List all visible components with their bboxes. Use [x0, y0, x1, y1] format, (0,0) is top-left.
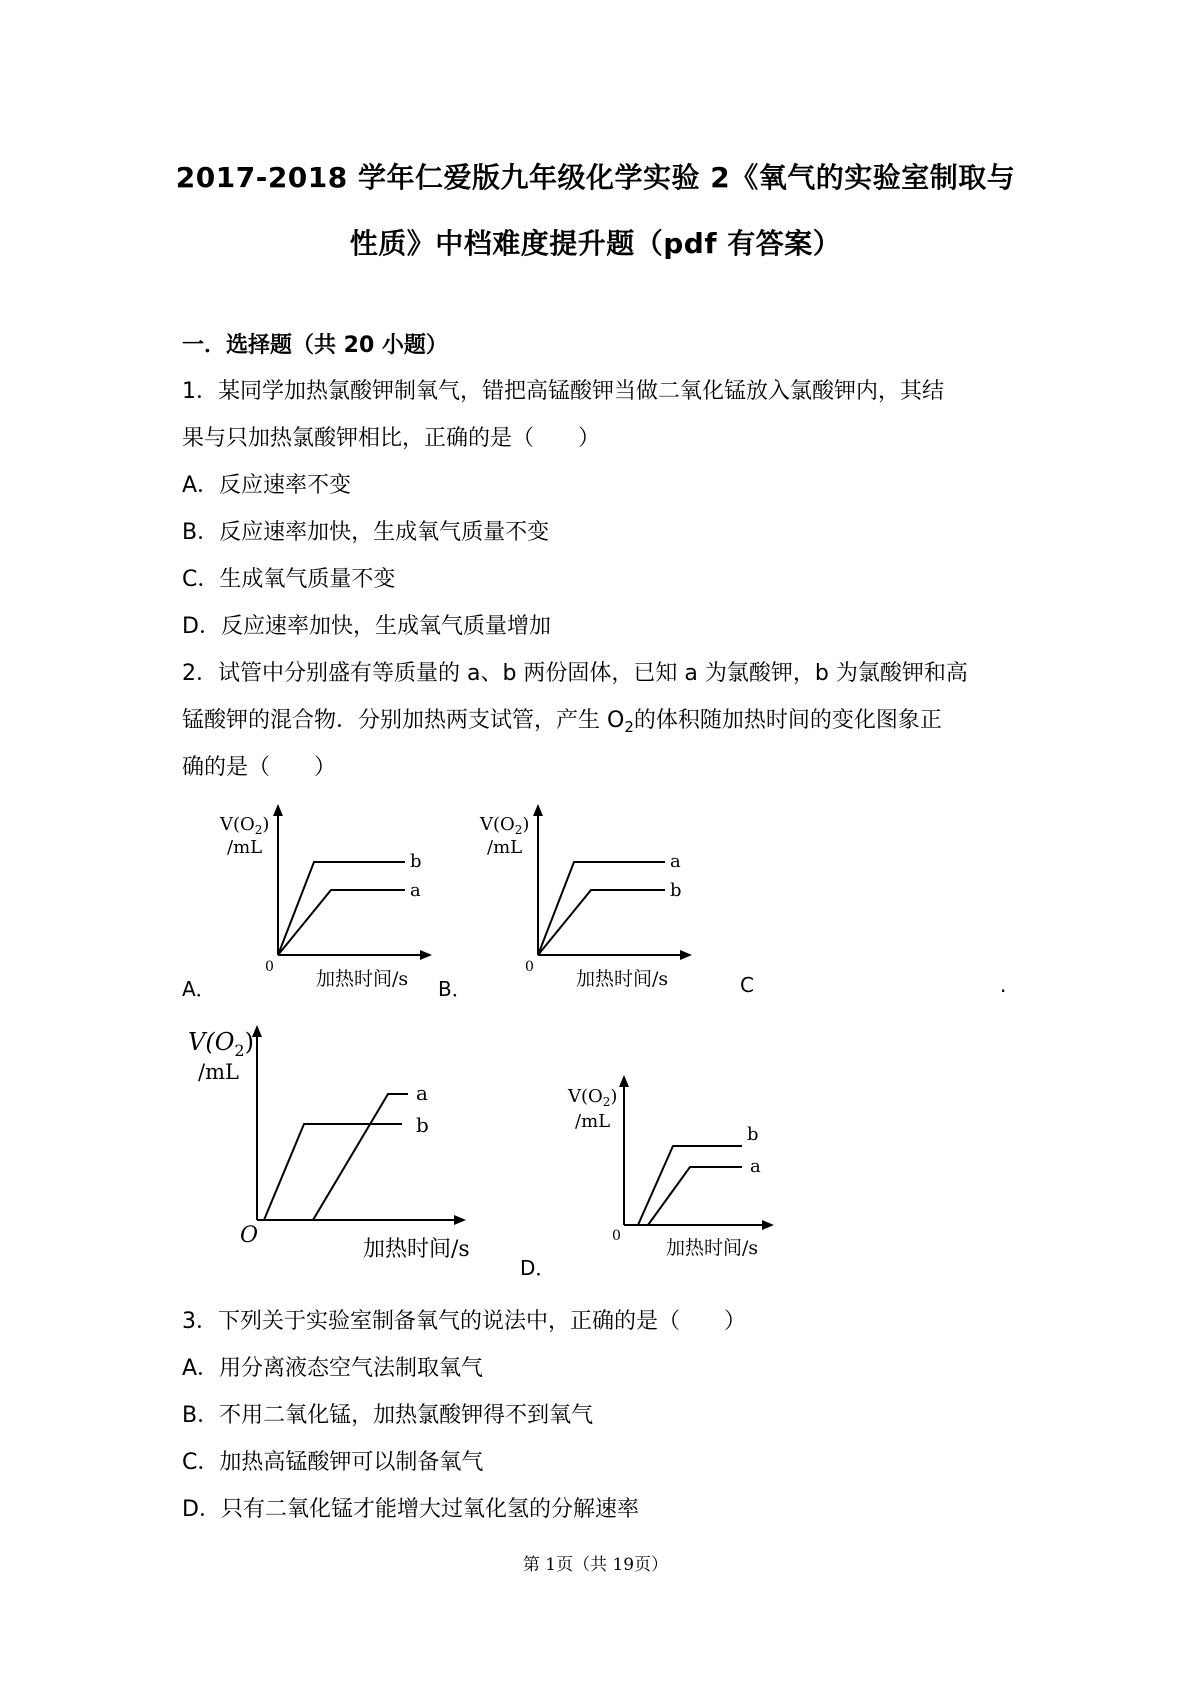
- graph-c-ylabel-sub: 2: [234, 1041, 245, 1060]
- graph-a-ylabel-sub: 2: [254, 823, 263, 837]
- q3-option-d: D．只有二氧化锰才能增大过氧化氢的分解速率: [182, 1497, 639, 1522]
- graph-b-label-top: a: [670, 851, 681, 872]
- svg-text:V(O2): [219, 814, 269, 837]
- graph-a-yunit: /mL: [227, 837, 263, 858]
- section-heading: 一．选择题（共 20 小题）: [182, 333, 448, 358]
- q2-option-b-label: B．: [438, 977, 472, 1001]
- graph-option-b: [472, 800, 694, 1000]
- graph-d-y-arrow: [619, 1075, 629, 1087]
- graph-a-ylabel: V(O: [220, 814, 255, 835]
- graph-a-origin: 0: [265, 959, 274, 975]
- graph-d-label-bottom: a: [750, 1156, 761, 1177]
- graph-b-line-bottom: [538, 890, 665, 955]
- graph-b-label-bottom: b: [670, 880, 682, 901]
- graph-c-origin: O: [240, 1223, 259, 1248]
- graph-b-ylabel-sub: 2: [514, 823, 523, 837]
- graph-a-y-arrow: [273, 804, 283, 816]
- graph-d-origin: 0: [612, 1228, 621, 1244]
- graph-d-yunit: /mL: [575, 1111, 611, 1132]
- page-number: 第 1页（共 19页）: [522, 1555, 669, 1575]
- graph-d-label-top: b: [747, 1124, 759, 1145]
- document-title-line1: 2017-2018 学年仁爱版九年级化学实验 2《氧气的实验室制取与: [175, 161, 1016, 194]
- graph-c-x-arrow: [454, 1215, 466, 1225]
- document-title-line2: 性质》中档难度提升题（pdf 有答案）: [349, 227, 842, 260]
- graph-a-ylabel-close: ): [262, 814, 270, 835]
- graph-d-line-bottom: [648, 1167, 742, 1225]
- graph-b-ylabel: V(O: [480, 814, 515, 835]
- graph-b-ylabel-close: ): [522, 814, 530, 835]
- graph-c-line-b: [264, 1124, 402, 1220]
- graph-d-x-arrow: [762, 1220, 774, 1230]
- graph-d-ylabel-close: ): [610, 1086, 618, 1107]
- graph-b-line-top: [538, 862, 665, 955]
- q1-option-d: D．反应速率加快，生成氧气质量增加: [182, 614, 551, 639]
- svg-text:V(O2): [188, 1028, 254, 1060]
- graph-a-line-top: [278, 862, 405, 955]
- q2-option-d-label: D．: [520, 1256, 556, 1280]
- q2-option-c-dot: .: [1000, 973, 1007, 997]
- svg-text:V(O2): [567, 1086, 617, 1109]
- q2-option-c-label: C: [740, 973, 754, 997]
- graph-d-ylabel: V(O: [568, 1086, 603, 1107]
- graph-a-label-top: b: [410, 851, 422, 872]
- q1-option-a: A．反应速率不变: [182, 473, 352, 498]
- graph-option-d: [560, 1070, 780, 1270]
- graph-c-label-top: a: [416, 1081, 428, 1105]
- q2-stem-line2: [182, 703, 942, 734]
- graph-b-yunit: /mL: [487, 837, 523, 858]
- q1-stem-line1: 1．某同学加热氯酸钾制氧气，错把高锰酸钾当做二氧化锰放入氯酸钾内，其结: [182, 379, 944, 404]
- graph-a-xlabel: 加热时间/s: [316, 968, 409, 990]
- graph-c-label-bottom: b: [416, 1113, 429, 1137]
- q3-option-c: C．加热高锰酸钾可以制备氧气: [182, 1450, 484, 1475]
- q3-option-b: B．不用二氧化锰，加热氯酸钾得不到氧气: [182, 1403, 594, 1428]
- q1-stem-line2: 果与只加热氯酸钾相比，正确的是（ ）: [182, 426, 601, 451]
- graph-option-c: [180, 1020, 490, 1270]
- q2-option-a-label: A．: [182, 977, 216, 1001]
- q2-stem-line3: 确的是（ ）: [182, 755, 337, 780]
- graph-b-xlabel: 加热时间/s: [576, 968, 669, 990]
- q1-option-b: B．反应速率加快，生成氧气质量不变: [182, 520, 550, 545]
- graph-d-ylabel-sub: 2: [602, 1095, 611, 1109]
- graph-c-yunit: /mL: [198, 1060, 239, 1084]
- q2-stem-line2-pre: 锰酸钾的混合物．分别加热两支试管，产生 O: [182, 708, 625, 733]
- graph-d-xlabel: 加热时间/s: [666, 1237, 759, 1259]
- graph-b-y-arrow: [533, 804, 543, 816]
- graph-c-ylabel-close: ): [244, 1028, 254, 1056]
- q1-option-c: C．生成氧气质量不变: [182, 567, 396, 592]
- graph-c-xlabel: 加热时间/s: [363, 1237, 470, 1262]
- graph-d-line-top: [638, 1146, 742, 1225]
- graph-option-a: [212, 800, 434, 1000]
- graph-b-origin: 0: [525, 959, 534, 975]
- graph-c-line-a: [313, 1094, 408, 1220]
- q3-option-a: A．用分离液态空气法制取氧气: [182, 1356, 484, 1381]
- graph-c-ylabel: V(O: [188, 1028, 235, 1056]
- graph-a-x-arrow: [420, 950, 432, 960]
- q2-stem-line1: 2．试管中分别盛有等质量的 a、b 两份固体，已知 a 为氯酸钾，b 为氯酸钾和高: [182, 661, 968, 686]
- graph-a-label-bottom: a: [410, 880, 421, 901]
- q2-stem-line2-post: 的体积随加热时间的变化图象正: [633, 708, 942, 733]
- graph-a-line-bottom: [278, 890, 405, 955]
- graph-b-x-arrow: [680, 950, 692, 960]
- q3-stem: 3．下列关于实验室制备氧气的说法中，正确的是（ ）: [182, 1309, 746, 1334]
- svg-text:V(O2): [479, 814, 529, 837]
- q2-subscript: 2: [624, 718, 634, 736]
